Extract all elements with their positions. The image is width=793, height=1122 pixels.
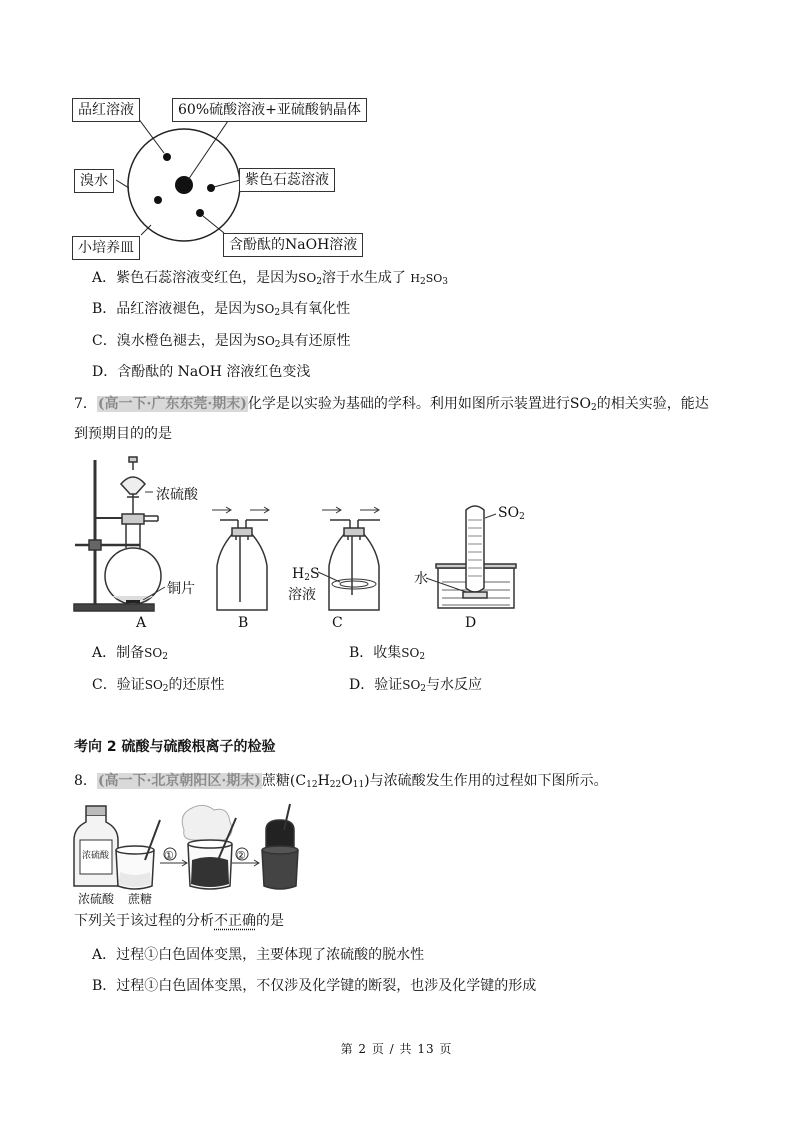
formula-11: 11 <box>352 780 365 790</box>
q7-d-post: 与水反应 <box>426 677 483 693</box>
q8-number: 8． <box>74 773 97 789</box>
q8-question-pre: 下列关于该过程的分析 <box>74 913 214 929</box>
q7-b-text: B．收集 <box>349 645 402 661</box>
q7-stem-line1 <box>74 394 709 418</box>
acid-leader <box>188 118 230 180</box>
fig-c-h2s-sub: 2 <box>304 573 310 583</box>
q6-c-sub: 2 <box>274 340 281 350</box>
q7-c-sub: 2 <box>162 684 169 694</box>
fig-d-so: SO <box>498 505 520 521</box>
fig-d-so2 <box>498 505 525 522</box>
q8-stem <box>74 771 608 795</box>
fig-d-water: 水 <box>414 571 428 587</box>
q7-a-so2: SO <box>144 646 163 660</box>
fig-conc-acid: 浓硫酸 <box>78 892 115 906</box>
fig-label-b: B <box>238 615 249 631</box>
q8-question-post: 的是 <box>256 913 284 929</box>
pinhong-dot <box>163 153 171 161</box>
q7-option-c <box>92 675 225 699</box>
label-pinhong: 品红溶液 <box>72 98 140 122</box>
q6-option-c <box>92 331 351 355</box>
q6-a-sub2b: 2 <box>419 277 426 287</box>
formula-h: H <box>317 773 330 789</box>
q7-a-text: A．制备 <box>92 645 145 661</box>
conc-acid-bottle <box>74 806 118 886</box>
q6-option-b <box>92 299 350 323</box>
q7-d-so2: SO <box>402 678 421 692</box>
label-petri: 小培养皿 <box>72 236 140 260</box>
q7-source: (高一下·广东东莞·期末) <box>97 396 247 412</box>
page-footer: 第 2 页 / 共 13 页 <box>340 1042 453 1056</box>
q8-option-b: B．过程①白色固体变黑，不仅涉及化学键的断裂，也涉及化学键的形成 <box>92 978 537 994</box>
q7-option-a <box>92 643 168 667</box>
naoh-leader <box>203 216 224 233</box>
q8-option-a: A．过程①白色固体变黑，主要体现了浓硫酸的脱水性 <box>92 947 425 963</box>
fig-sugar: 蔗糖 <box>128 892 153 906</box>
q6-b-text: B．品红溶液褪色，是因为 <box>92 301 257 317</box>
fig-label-d: D <box>465 615 477 631</box>
q7-stem-so2: SO <box>569 396 591 412</box>
q6-c-text: C．溴水橙色褪去，是因为 <box>92 333 257 349</box>
fig-c-solution: 溶液 <box>288 587 316 603</box>
q7-b-sub: 2 <box>419 652 426 662</box>
fig-label-c: C <box>332 615 343 631</box>
q6-a-h: H <box>410 272 420 285</box>
bottle-label: 浓硫酸 <box>82 851 110 861</box>
q6-a-so2: SO <box>298 271 317 285</box>
q7-d-text: D．验证 <box>349 677 403 693</box>
q7-option-b <box>349 643 425 667</box>
step1-label: ① <box>164 849 174 862</box>
apparatus-b <box>212 507 269 610</box>
q8-stem-post: 与浓硫酸发生作用的过程如下图所示。 <box>369 773 608 789</box>
q7-c-post: 的还原性 <box>168 677 225 693</box>
q8-sugar-figure <box>0 800 793 910</box>
fig-c-h2s <box>292 566 320 583</box>
q7-a-sub: 2 <box>162 652 168 662</box>
q7-stem-pre: 化学是以实验为基础的学科。利用如图所示装置进行 <box>247 396 570 412</box>
q7-stem-post: 的相关实验，能达 <box>596 396 709 412</box>
section-heading: 考向 2 硫酸与硫酸根离子的检验 <box>74 739 276 755</box>
q6-option-d: D．含酚酞的 NaOH 溶液红色变浅 <box>92 364 311 380</box>
q8-not-text: 不正确 <box>214 913 256 929</box>
step2-label: ② <box>236 849 246 862</box>
formula-12: 12 <box>306 780 318 790</box>
q6-a-text: A．紫色石蕊溶液变红色，是因为 <box>92 270 299 286</box>
apparatus-c <box>318 507 380 610</box>
q6-a-sub3: 3 <box>442 277 448 287</box>
fig-a-copper: 铜片 <box>167 581 195 597</box>
xiushui-dot <box>154 196 162 204</box>
petri-dish-figure <box>0 0 793 265</box>
sugar-beaker <box>116 820 160 889</box>
q6-b-sub: 2 <box>274 308 281 318</box>
q7-number: 7． <box>74 396 97 412</box>
fig-c-h: H <box>292 566 305 582</box>
q6-a-sub: 2 <box>316 277 322 287</box>
q7-c-text: C．验证 <box>92 677 145 693</box>
black-pillar-beaker <box>262 804 298 889</box>
xiushui-leader <box>116 180 129 188</box>
q8-stem-pre: 蔗糖 <box>261 773 290 789</box>
fig-label-a: A <box>136 615 147 631</box>
formula-22: 22 <box>329 780 342 790</box>
naoh-dot <box>196 209 204 217</box>
fig-a-conc-acid: 浓硫酸 <box>156 487 198 503</box>
label-zise: 紫色石蕊溶液 <box>239 168 335 192</box>
zise-dot <box>207 184 215 192</box>
q7-apparatus-figure <box>0 450 793 640</box>
center-reagent-dot <box>175 176 193 194</box>
q7-d-sub: 2 <box>420 684 427 694</box>
label-acid-salt: 60%硫酸溶液+亚硫酸钠晶体 <box>172 98 367 122</box>
formula-o: O <box>341 773 353 789</box>
formula-c: (C <box>289 773 307 789</box>
q7-c-so2: SO <box>144 678 163 692</box>
q7-stem-sub: 2 <box>591 403 597 413</box>
fig-d-so2-sub: 2 <box>519 512 525 522</box>
q8-question-not <box>214 913 256 929</box>
q6-option-a <box>92 268 448 292</box>
fig-c-s: S <box>309 566 320 582</box>
q6-a-so: SO <box>425 272 443 285</box>
formula-close: ) <box>364 773 370 789</box>
apparatus-a <box>74 457 165 611</box>
q7-stem-line2: 到预期目的的是 <box>74 426 172 442</box>
q8-source: (高一下·北京朝阳区·期末) <box>97 773 261 789</box>
label-xiushui: 溴水 <box>74 169 114 193</box>
q7-option-d <box>349 675 482 699</box>
q6-b-post: 具有氧化性 <box>280 301 351 317</box>
q8-question <box>74 911 284 931</box>
q6-b-so2: SO <box>256 302 275 316</box>
q6-c-post: 具有还原性 <box>280 333 351 349</box>
q6-c-so2: SO <box>256 334 275 348</box>
zise-leader <box>214 180 240 187</box>
reaction-beaker <box>182 805 236 889</box>
q7-b-so2: SO <box>401 646 420 660</box>
q8-formula <box>290 773 370 789</box>
q6-a-mid: 溶于水生成了 <box>321 270 406 286</box>
label-naoh: 含酚酞的NaOH溶液 <box>223 233 363 257</box>
